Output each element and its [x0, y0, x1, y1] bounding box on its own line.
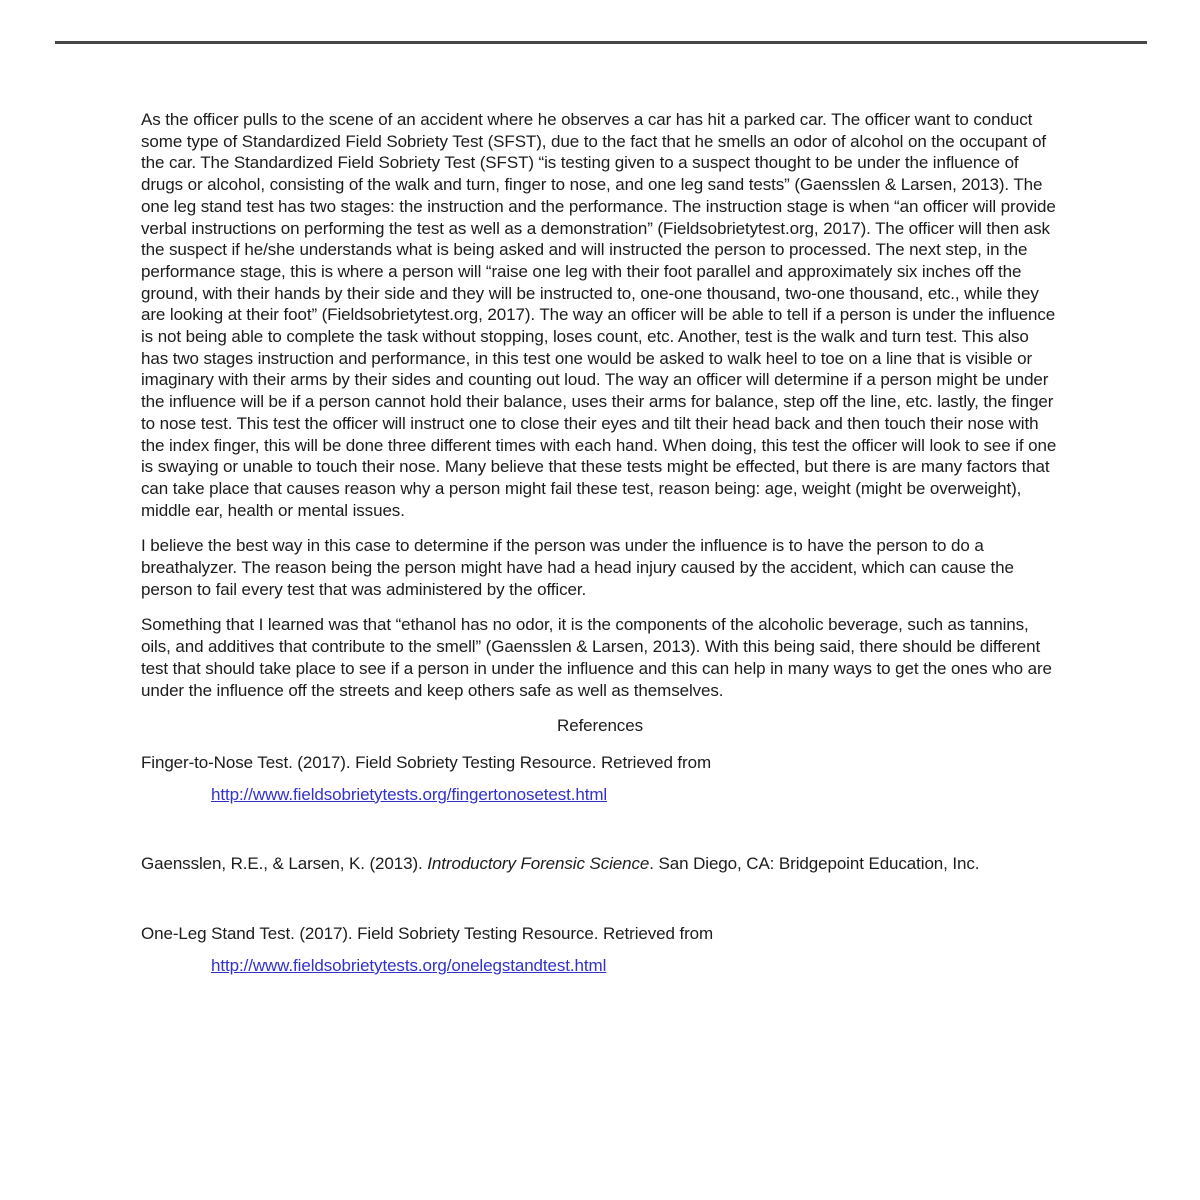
document-body — [141, 109, 1059, 977]
reference-one-leg-stand-test: One-Leg Stand Test. (2017). Field Sobriety Testing Resource. Retrieved from — [141, 924, 714, 944]
link-fingertonosetest[interactable]: http://www.fieldsobrietytests.org/fingertonosetest.html — [211, 784, 608, 804]
paragraph-sfst-overview: As the officer pulls to the scene of an accident where he observes a car has hit a parked car. The officer want to conduct some type of Standardized Field Sobriety Test (SFST), due to the fact that he smells an odor of alcohol on the occupant of the car. The Standardized Field Sobriety Test (SFST) “is testing given to a suspect thought to be under the influence of drugs or alcohol, consisting of the walk and turn, finger to nose, and one leg sand tests” (Gaensslen & Larsen, 2013). The one leg stand test has two stages: the instruction and the performance. The instruction stage is when “an officer will provide verbal instructions on performing the test as well as a demonstration” (Fieldsobrietytest.org, 2017). The officer will then ask the suspect if he/she understands what is being asked and will instructed the person to processed. The next step, in the performance stage, this is where a person will “raise one leg with their foot parallel and approximately six inches off the ground, with their hands by their side and they will be instructed to, one-one thousand, two-one thousand, etc., while they are looking at their foot” (Fieldsobrietytest.org, 2017). The way an officer will be able to tell if a person is under the influence is not being able to complete the task without stopping, loses count, etc. Another, test is the walk and turn test. This also has two stages instruction and performance, in this test one would be asked to walk heel to toe on a line that is visible or imaginary with their arms by their sides and counting out loud. The way an officer will determine if a person might be under the influence will be if a person cannot hold their balance, uses their arms for balance, step off the line, etc. lastly, the finger to nose test. This test the officer will instruct one to close their eyes and tilt their head back and then touch their nose with the index finger, this will be done three different times with each hand. When doing, this test the officer will look to see if one is swaying or unable to touch their nose. Many believe that these tests might be effected, but there is are many factors that can take place that causes reason why a person might fail these test, reason being: age, weight (might be overweight), middle ear, health or mental issues. — [141, 110, 1057, 520]
paragraph-breathalyzer-opinion: I believe the best way in this case to determine if the person was under the influence is to have the person to do a breathalyzer. The reason being the person might have had a head injury caused by the accident, which can cause the person to fail every test that was administered by the officer. — [141, 536, 1014, 599]
reference-finger-to-nose-test: Finger-to-Nose Test. (2017). Field Sobriety Testing Resource. Retrieved from — [141, 752, 712, 772]
reference-link-line-1 — [141, 784, 1059, 806]
reference-gaensslen-suffix: . San Diego, CA: Bridgepoint Education, Inc. — [649, 854, 980, 874]
references-heading: References — [557, 716, 643, 736]
reference-link-line-2 — [141, 955, 1059, 977]
reference-gaensslen-prefix: Gaensslen, R.E., & Larsen, K. (2013). — [141, 854, 428, 874]
link-onelegstandtest[interactable]: http://www.fieldsobrietytests.org/onelegstandtest.html — [211, 955, 607, 975]
paragraph-ethanol-learning: Something that I learned was that “ethanol has no odor, it is the components of the alcoholic beverage, such as tannins, oils, and additives that contribute to the smell” (Gaensslen & Larsen, 2013). With this being said, there should be different test that should take place to see if a person in under the influence and this can help in many ways to get the ones who are under the influence off the streets and keep others safe as well as themselves. — [141, 615, 1052, 700]
reference-gaensslen-larsen — [141, 853, 1059, 875]
header-rule — [55, 41, 1147, 44]
reference-book-title: Introductory Forensic Science — [427, 854, 650, 874]
